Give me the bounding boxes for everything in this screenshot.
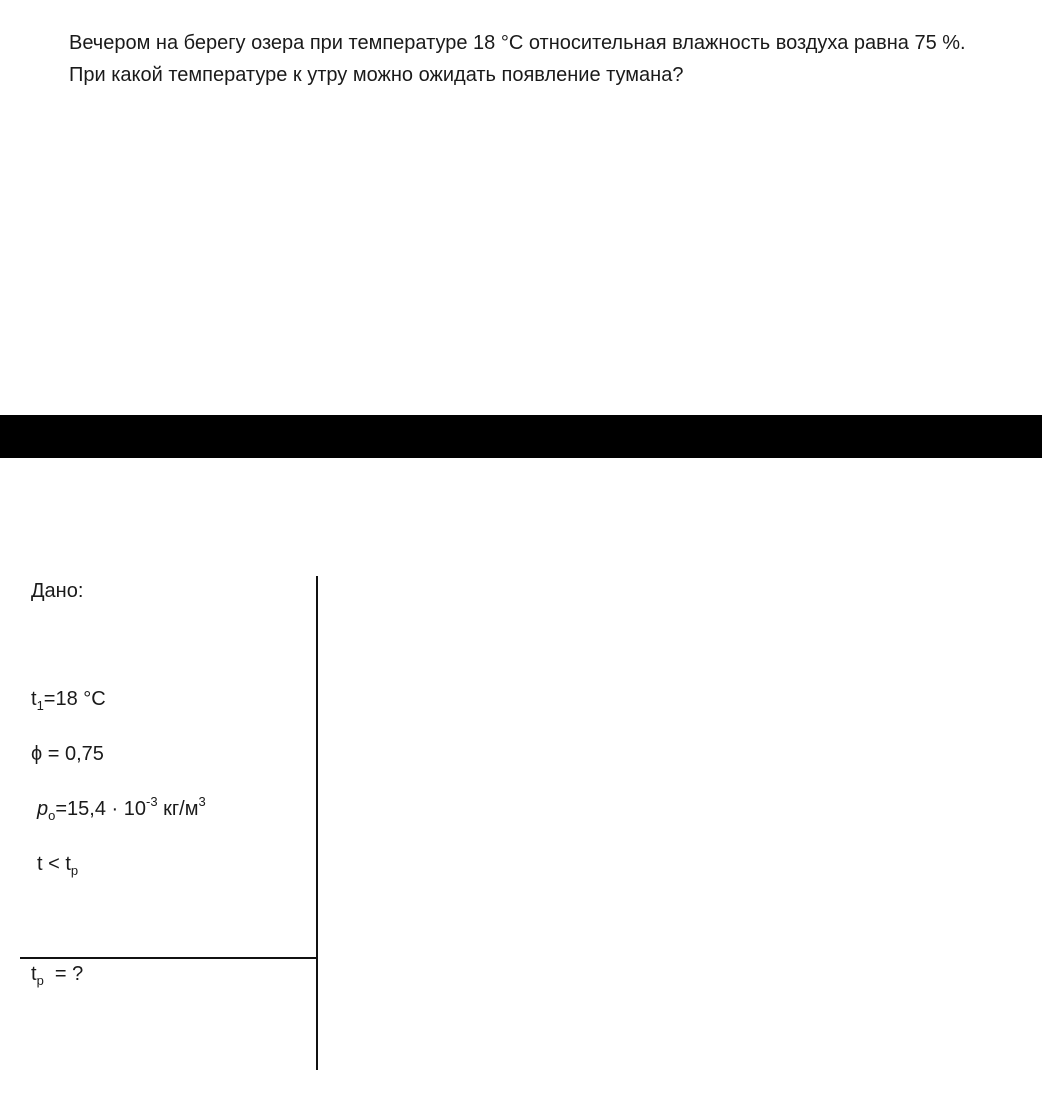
black-divider-band (0, 415, 1042, 458)
rho-exponent: -3 (145, 794, 158, 809)
problem-statement (69, 27, 1029, 91)
problem-line-1: Вечером на берегу озера при температуре 18 °С относительная влажность воздуха равна 75 %. (69, 32, 966, 54)
given-horizontal-rule (20, 957, 318, 959)
phi-value: ϕ = 0,75 (31, 743, 104, 765)
find-symbol: t (31, 963, 37, 985)
given-vertical-rule (316, 576, 318, 1070)
t1-value: =18 °С (43, 688, 106, 710)
given-temperature (31, 688, 106, 711)
condition-subscript: p (70, 863, 79, 878)
given-heading: Дано: (31, 580, 84, 602)
given-density (37, 794, 206, 823)
t1-symbol: t (31, 688, 37, 710)
rho-unit: кг/м (157, 798, 199, 820)
condition-left: t < t (37, 853, 71, 875)
rho-unit-exponent: 3 (198, 794, 206, 809)
find-dew-point (31, 963, 83, 986)
rho-symbol: p (37, 798, 49, 820)
find-subscript: p (36, 973, 44, 988)
t1-subscript: 1 (36, 698, 44, 713)
rho-subscript: o (48, 808, 56, 823)
find-question: = ? (43, 963, 84, 985)
rho-mantissa: =15,4 · 10 (55, 798, 146, 820)
given-humidity (31, 743, 104, 766)
problem-line-2: При какой температуре к утру можно ожидать появление тумана? (69, 64, 684, 86)
given-condition (37, 853, 78, 876)
